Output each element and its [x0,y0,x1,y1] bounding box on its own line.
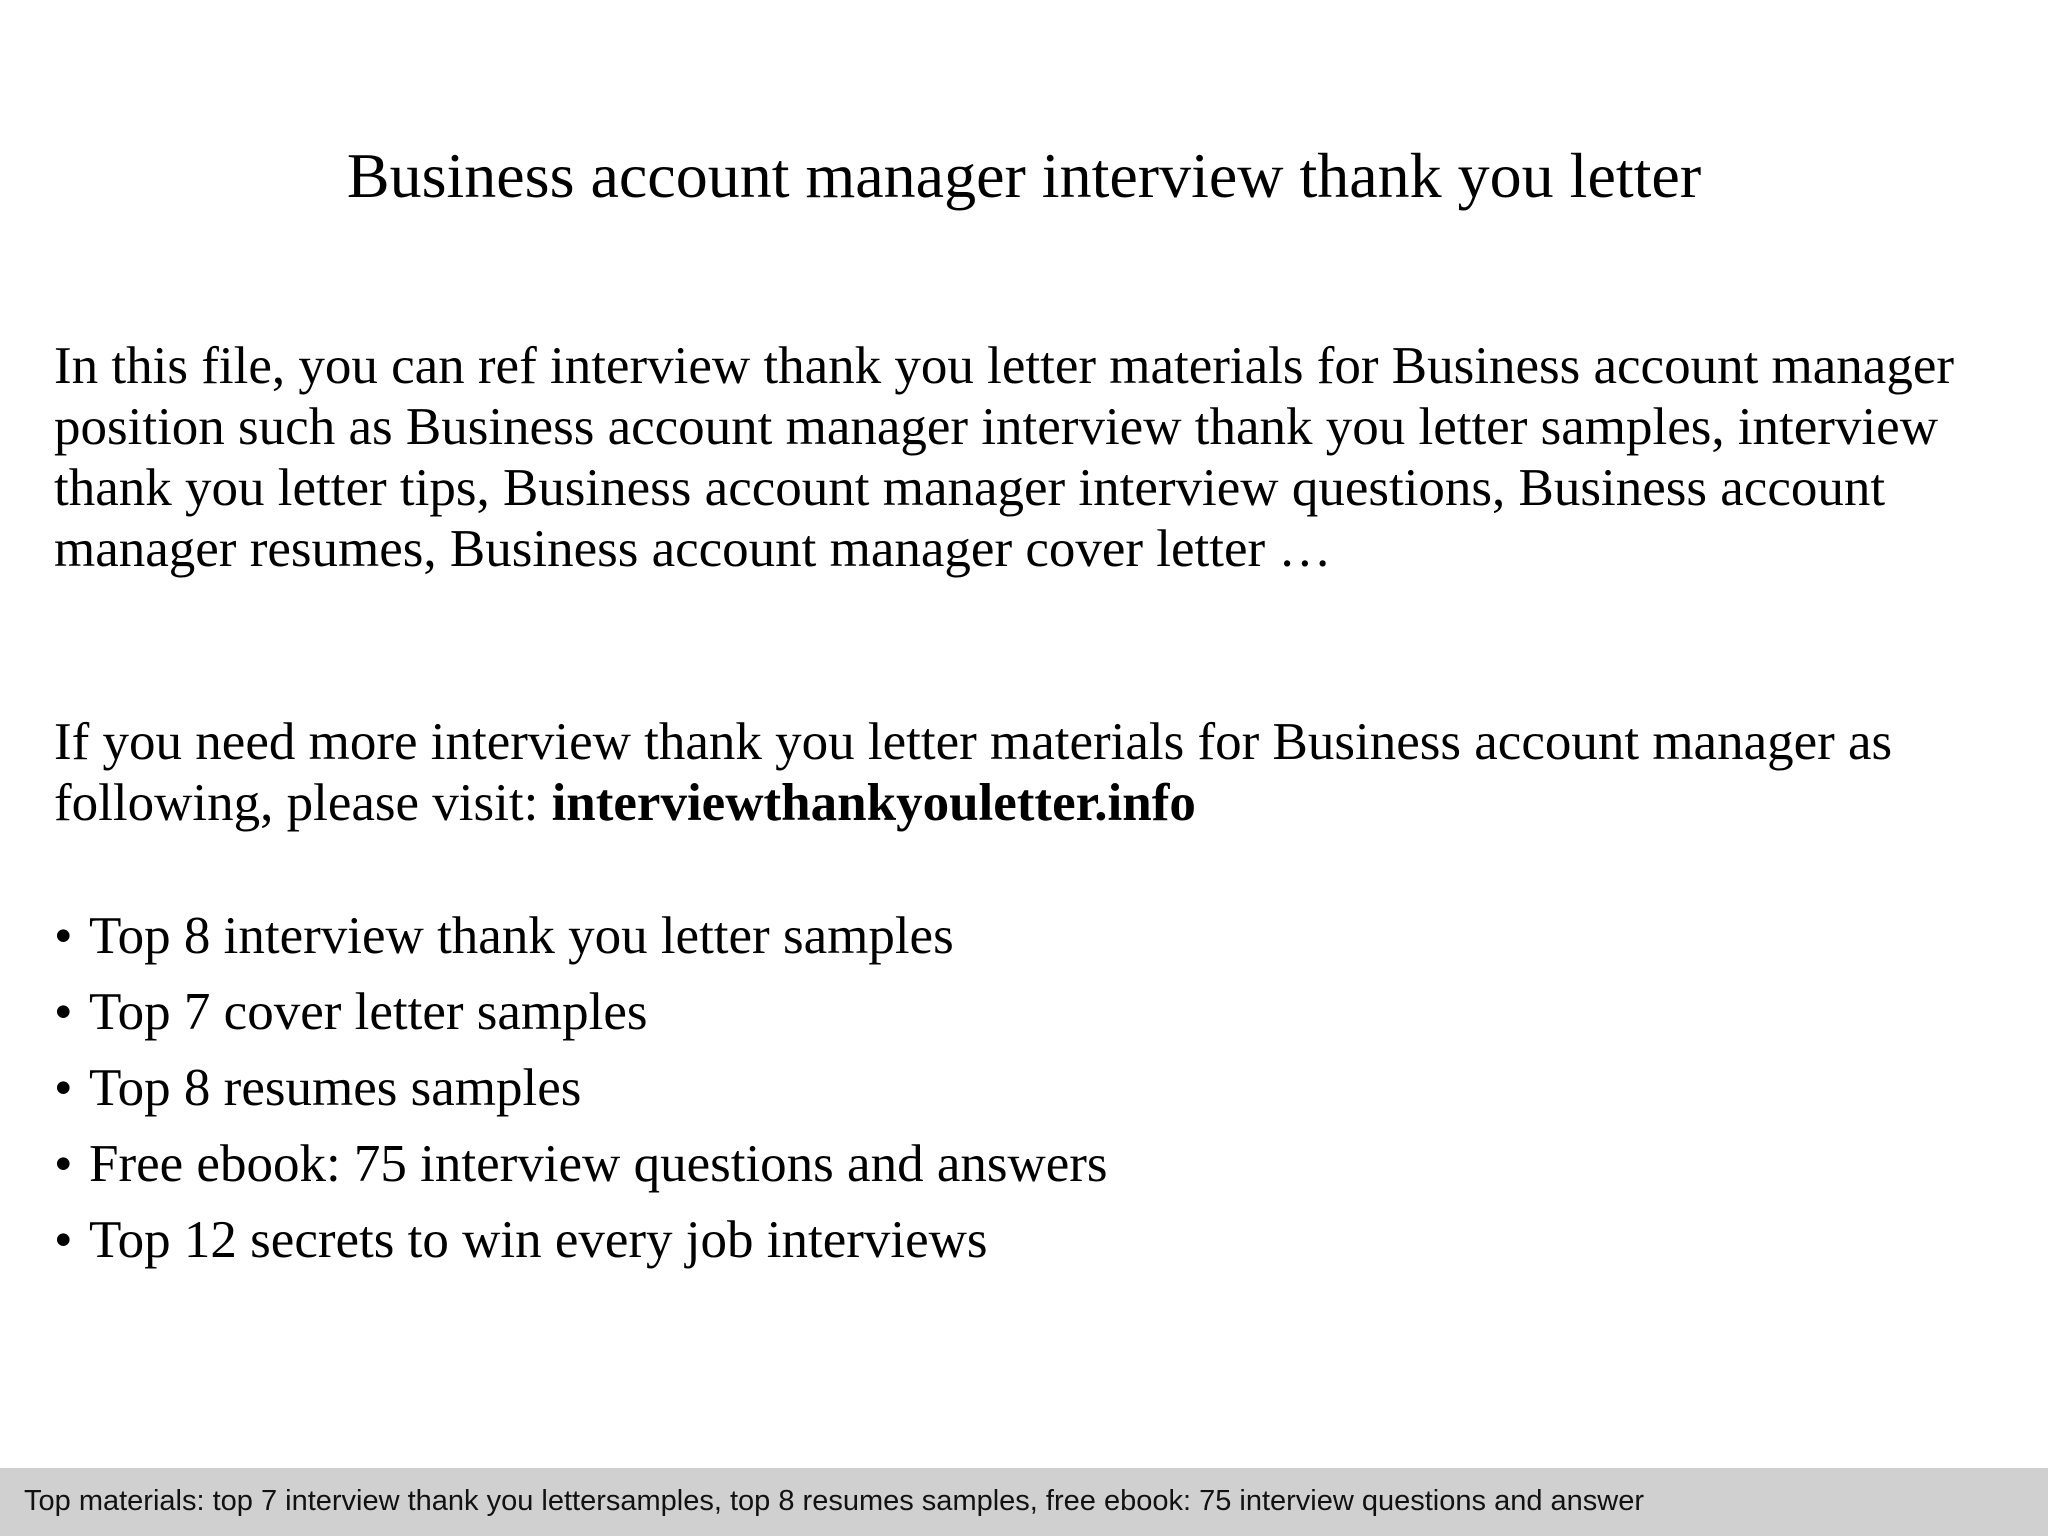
list-item-label: Free ebook: 75 interview questions and answers [89,1135,1108,1193]
list-item [54,1202,1108,1278]
footer-bar [0,1468,2048,1536]
visit-paragraph [54,712,2014,834]
list-item-label: Top 7 cover letter samples [89,983,648,1041]
visit-text: If you need more interview thank you letter materials for Business account manager as following, please visit: [54,713,1893,832]
bullet-icon: • [54,1211,73,1269]
list-item [54,974,1108,1050]
list-item [54,1050,1108,1126]
list-item-label: Top 8 interview thank you letter samples [89,907,954,965]
list-item [54,898,1108,974]
intro-paragraph: In this file, you can ref interview thank you letter materials for Business account manager position such as Business account manager interview thank you letter samples, interview thank you letter tips, Business account manager interview questions, Business account manager resumes, Business account manager cover letter … [54,337,1955,578]
list-item [54,1126,1108,1202]
page-title: Business account manager interview thank you letter [346,140,1702,211]
bullet-icon: • [54,907,73,965]
list-item-label: Top 8 resumes samples [89,1059,582,1117]
list-item-label: Top 12 secrets to win every job interviews [89,1211,988,1269]
materials-list [54,898,1108,1278]
bullet-icon: • [54,983,73,1041]
bullet-icon: • [54,1059,73,1117]
bullet-icon: • [54,1135,73,1193]
website-link[interactable]: interviewthankyouletter.info [551,774,1196,832]
footer-text: Top materials: top 7 interview thank you lettersamples, top 8 resumes samples, free ebook: 75 interview questions and answer [24,1485,1644,1517]
